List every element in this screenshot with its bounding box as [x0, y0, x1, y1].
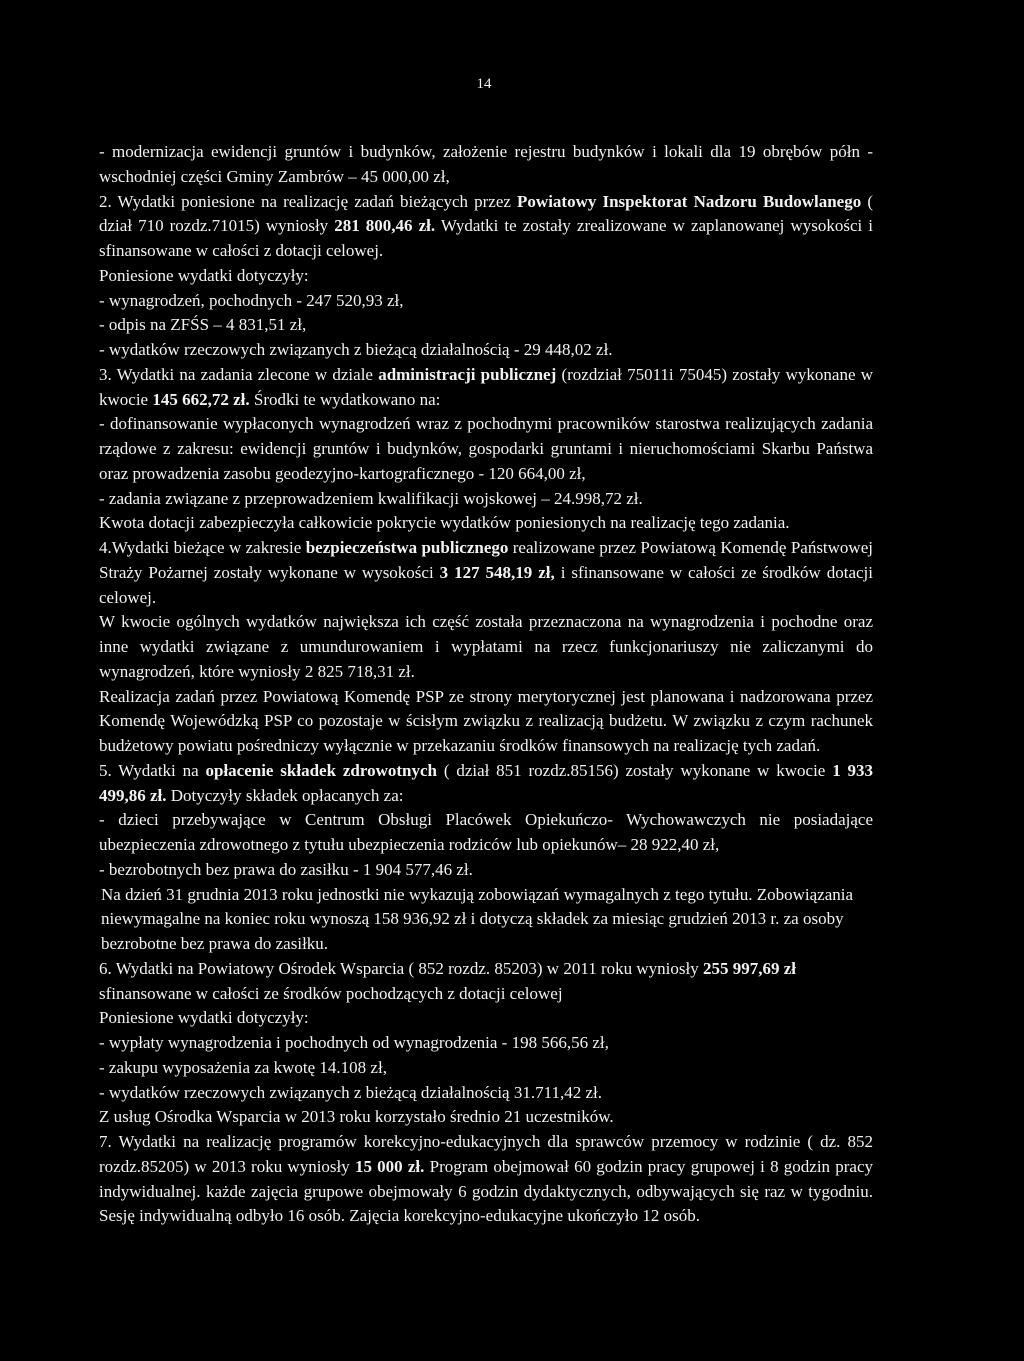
paragraph-realizacja: Realizacja zadań przez Powiatową Komendę PSP ze strony merytorycznej jest planowana i nadzorowana przez Komendę Wojewódzką PSP co pozostaje w ścisłym związku z realizacją budżetu. W związku z czym rachunek budżetowy powiatu pośredniczy wyłącznie w przekazaniu środków finansowych na realizację tych zadań. [99, 686, 873, 755]
list-item: - zakupu wyposażenia za kwotę 14.108 zł, [99, 1057, 387, 1077]
paragraph-item-2 [99, 190, 873, 264]
paragraph-poniesione: Poniesione wydatki dotyczyły: [99, 1008, 309, 1028]
emphasis: Powiatowy Inspektorat Nadzoru Budowlanego [517, 191, 862, 211]
text: 4.Wydatki bieżące w zakresie [99, 538, 306, 557]
text: Środki te wydatkowano na: [249, 389, 441, 409]
paragraph-kwota: Kwota dotacji zabezpieczyła całkowicie pokrycie wydatków poniesionych na realizację tego zadania. [99, 513, 790, 533]
text: sfinansowane w całości ze środków pochodzących z dotacji celowej [99, 983, 563, 1003]
paragraph-item-4 [99, 536, 873, 610]
text: 3. Wydatki na zadania zlecone w dziale [99, 364, 379, 384]
emphasis: administracji publicznej [378, 364, 557, 384]
paragraph-item-5 [99, 759, 873, 809]
text: 2. Wydatki poniesione na realizację zadań bieżących przez [99, 191, 518, 211]
text: (rozdział 75011i 75045) zostały wykonane w kwocie [99, 364, 873, 409]
paragraph-item-3 [99, 363, 873, 413]
text: 7. Wydatki na realizację programów korekcyjno-edukacyjnych dla sprawców przemocy w rodzinie ( dz. 852 rozdz.85205) w 2013 roku wyniosły [99, 1132, 873, 1176]
paragraph-modernizacja: - modernizacja ewidencji gruntów i budynków, założenie rejestru budynków i lokali dla 19 obrębów półn -wschodniej części Gminy Zambrów – 45 000,00 zł, [99, 142, 873, 186]
paragraph-item-7 [99, 1130, 873, 1229]
paragraph-wynagrodzenia: W kwocie ogólnych wydatków największa ich część została przeznaczona na wynagrodzenia i pochodne oraz inne wydatki związane z umundurowaniem i wypłatami na rzecz funkcjonariuszy nie zaliczanymi do wynagrodzeń, które wyniosły 2 825 718,31 zł. [99, 612, 873, 681]
amount: 3 127 548,19 zł, [439, 562, 555, 582]
text: Program obejmował 60 godzin pracy grupowej i 8 godzin pracy indywidualnej. każde zajęcia grupowe obejmowały 6 godzin dydaktycznych, odbywających się raz w tygodniu. Sesję indywidualną odbyło 16 osób. Zajęcia korekcyjno-edukacyjne ukończyło 12 osób. [99, 1156, 873, 1226]
list-item: - bezrobotnych bez prawa do zasiłku - 1 904 577,46 zł. [99, 859, 473, 879]
list-item: - zadania związane z przeprowadzeniem kwalifikacji wojskowej – 24.998,72 zł. [99, 488, 643, 508]
list-item: - wynagrodzeń, pochodnych - 247 520,93 zł, [99, 290, 404, 310]
amount: 255 997,69 zł [702, 958, 796, 978]
text: Wydatki te zostały zrealizowane w zaplanowanej wysokości i sfinansowane w całości z dotacji celowej. [99, 216, 873, 260]
list-item: - odpis na ZFŚS – 4 831,51 zł, [99, 315, 307, 335]
text: realizowane przez Powiatową Komendę Państwowej Straży Pożarnej zostały wykonane w wysokości [99, 538, 873, 582]
text: ( dział 710 rozdz.71015) wyniosły [99, 191, 873, 236]
emphasis: bezpieczeństwa publicznego [305, 538, 509, 557]
list-item: - wydatków rzeczowych związanych z bieżącą działalnością 31.711,42 zł. [99, 1082, 602, 1102]
text: 5. Wydatki na [99, 760, 206, 780]
text: ( dział 851 rozdz.85156) zostały wykonane w kwocie [437, 760, 833, 780]
list-item: - wypłaty wynagrodzenia i pochodnych od wynagrodzenia - 198 566,56 zł, [99, 1033, 609, 1052]
paragraph-item-6 [99, 957, 873, 1007]
document-body [99, 140, 873, 1229]
page-number: 14 [476, 76, 492, 92]
text: i sfinansowane w całości ze środków dotacji celowej. [99, 562, 873, 607]
amount: 1 933 499,86 zł. [99, 760, 874, 805]
amount: 145 662,72 zł. [152, 389, 250, 409]
emphasis: opłacenie składek zdrowotnych [205, 760, 438, 780]
paragraph-uczestnicy: Z usług Ośrodka Wsparcia w 2013 roku korzystało średnio 21 uczestników. [99, 1107, 614, 1127]
list-item: - wydatków rzeczowych związanych z bieżącą działalnością - 29 448,02 zł. [99, 340, 613, 359]
paragraph-zobowiazania: Na dzień 31 grudnia 2013 roku jednostki nie wykazują zobowiązań wymagalnych z tego tytułu. Zobowiązania niewymagalne na koniec roku wynoszą 158 936,92 zł i dotyczą składek za miesiąc grudzień 2013 r. za osoby bezrobotne bez prawa do zasiłku. [101, 884, 854, 953]
text: 6. Wydatki na Powiatowy Ośrodek Wsparcia ( 852 rozdz. 85203) w 2011 roku wyniosły [99, 958, 703, 978]
paragraph-poniesione: Poniesione wydatki dotyczyły: [99, 265, 309, 285]
amount: 281 800,46 zł. [334, 216, 436, 236]
list-item: - dzieci przebywające w Centrum Obsługi Placówek Opiekuńczo- Wychowawczych nie posiadające ubezpieczenia zdrowotnego z tytułu ubezpieczenia rodziców lub opiekunów– 28 922,40 zł, [99, 810, 873, 854]
text: Dotyczyły składek opłacanych za: [166, 785, 404, 805]
list-item: - dofinansowanie wypłaconych wynagrodzeń wraz z pochodnymi pracowników starostwa realizujących zadania rządowe z zakresu: ewidencji gruntów i budynków, gospodarki gruntami i nieruchomościami Skarbu Państwa oraz prowadzenia zasobu geodezyjno-kartograficznego - 120 664,00 zł, [99, 414, 873, 483]
amount: 15 000 zł. [354, 1156, 425, 1176]
